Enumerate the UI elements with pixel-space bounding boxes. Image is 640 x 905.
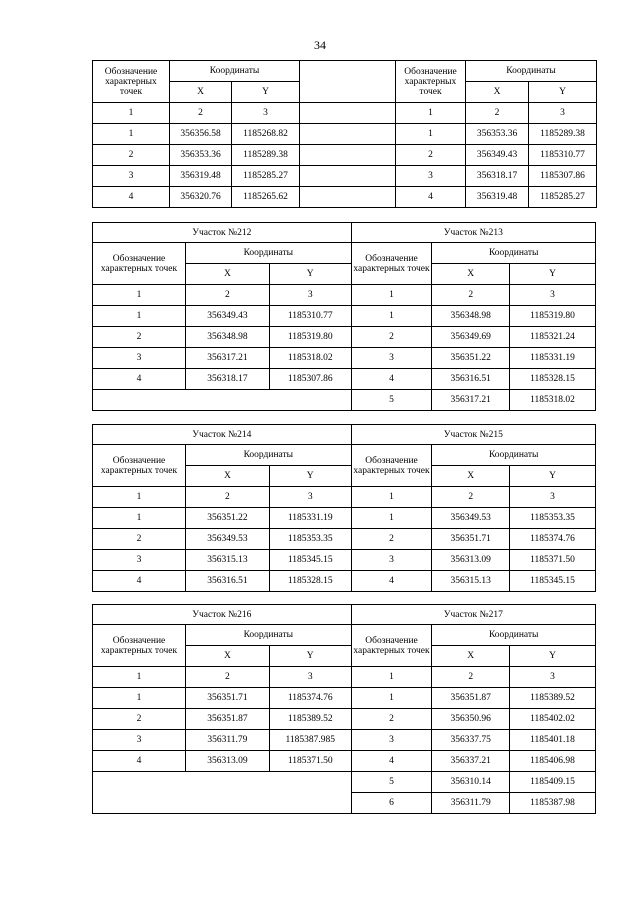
y-value: 1185406.98 [510, 751, 596, 772]
x-value: 356311.79 [186, 730, 270, 751]
point-number: 2 [93, 327, 186, 348]
point-number: 5 [351, 772, 432, 793]
x-value: 356351.71 [186, 688, 270, 709]
point-number: 1 [351, 508, 432, 529]
point-number: 1 [396, 124, 466, 145]
y-value: 1185307.86 [529, 166, 597, 187]
point-number: 1 [93, 306, 186, 327]
x-header: X [186, 646, 270, 667]
col-number: 2 [170, 103, 232, 124]
point-number: 4 [351, 369, 432, 390]
point-number: 1 [351, 306, 432, 327]
y-value: 1185374.76 [510, 529, 596, 550]
designation-header: Обозначение характерных точек [396, 61, 466, 103]
y-value: 1185331.19 [269, 508, 351, 529]
x-value: 356319.48 [466, 187, 529, 208]
table-row [93, 508, 596, 529]
point-number: 4 [93, 187, 170, 208]
y-value: 1185345.15 [510, 571, 596, 592]
x-value: 356316.51 [432, 369, 510, 390]
x-header: X [170, 82, 232, 103]
page-number: 34 [314, 38, 326, 52]
table-row [93, 124, 597, 145]
x-value: 356351.87 [186, 709, 270, 730]
y-header: Y [510, 466, 596, 487]
y-header: Y [269, 264, 351, 285]
col-number: 2 [432, 487, 510, 508]
col-number: 3 [510, 667, 596, 688]
coordinates-table-top [92, 60, 597, 208]
x-value: 356317.21 [186, 348, 270, 369]
blank-cell [93, 772, 352, 814]
table-row [93, 327, 596, 348]
point-number: 3 [93, 166, 170, 187]
table-row [93, 709, 596, 730]
designation-header: Обозначение характерных точек [351, 445, 432, 487]
x-value: 356311.79 [432, 793, 510, 814]
point-number: 4 [93, 751, 186, 772]
designation-header: Обозначение характерных точек [93, 243, 186, 285]
table-row [93, 571, 596, 592]
x-value: 356319.48 [170, 166, 232, 187]
x-header: X [186, 264, 270, 285]
x-value: 356351.87 [432, 688, 510, 709]
col-number: 1 [93, 103, 170, 124]
col-number: 1 [351, 667, 432, 688]
plot-title: Участок №214 [93, 425, 352, 445]
x-value: 356356.58 [170, 124, 232, 145]
table-row [93, 187, 597, 208]
point-number: 5 [351, 390, 432, 411]
x-value: 356349.43 [466, 145, 529, 166]
point-number: 2 [93, 529, 186, 550]
coordinates-table-214-215 [92, 424, 596, 592]
y-header: Y [529, 82, 597, 103]
y-value: 1185318.02 [510, 390, 596, 411]
coordinates-header: Координаты [432, 625, 596, 646]
table-row [93, 390, 596, 411]
x-value: 356351.71 [432, 529, 510, 550]
point-number: 1 [351, 688, 432, 709]
x-value: 356337.21 [432, 751, 510, 772]
x-header: X [432, 466, 510, 487]
y-value: 1185289.38 [232, 145, 300, 166]
coordinates-header: Координаты [466, 61, 597, 82]
col-number: 2 [466, 103, 529, 124]
point-number: 6 [351, 793, 432, 814]
table-row [93, 550, 596, 571]
point-number: 4 [93, 571, 186, 592]
y-value: 1185310.77 [269, 306, 351, 327]
coordinates-header: Координаты [432, 445, 596, 466]
col-number: 2 [432, 667, 510, 688]
y-value: 1185328.15 [510, 369, 596, 390]
y-value: 1185374.76 [269, 688, 351, 709]
y-value: 1185319.80 [269, 327, 351, 348]
blank-cell [300, 103, 396, 124]
y-value: 1185310.77 [529, 145, 597, 166]
col-number: 2 [186, 285, 270, 306]
coordinates-header: Координаты [186, 445, 352, 466]
table-row [93, 751, 596, 772]
designation-header: Обозначение характерных точек [93, 445, 186, 487]
col-number: 1 [351, 285, 432, 306]
blank-cell [93, 390, 352, 411]
y-value: 1185265.62 [232, 187, 300, 208]
y-value: 1185389.52 [269, 709, 351, 730]
point-number: 3 [93, 730, 186, 751]
y-value: 1185321.24 [510, 327, 596, 348]
y-value: 1185353.35 [510, 508, 596, 529]
table-row [93, 730, 596, 751]
y-value: 1185285.27 [232, 166, 300, 187]
col-number: 1 [396, 103, 466, 124]
col-number: 1 [93, 285, 186, 306]
x-header: X [186, 466, 270, 487]
x-value: 356313.09 [432, 550, 510, 571]
table-row [93, 145, 597, 166]
y-value: 1185285.27 [529, 187, 597, 208]
point-number: 2 [396, 145, 466, 166]
col-number: 3 [269, 487, 351, 508]
designation-header: Обозначение характерных точек [93, 61, 170, 103]
x-value: 356353.36 [170, 145, 232, 166]
point-number: 3 [396, 166, 466, 187]
x-value: 356349.53 [186, 529, 270, 550]
col-number: 3 [510, 487, 596, 508]
blank-cell [300, 187, 396, 208]
x-value: 356316.51 [186, 571, 270, 592]
y-header: Y [269, 466, 351, 487]
x-value: 356348.98 [432, 306, 510, 327]
point-number: 1 [93, 688, 186, 709]
y-value: 1185387.985 [269, 730, 351, 751]
designation-header: Обозначение характерных точек [351, 625, 432, 667]
x-header: X [432, 646, 510, 667]
x-value: 356348.98 [186, 327, 270, 348]
y-value: 1185389.52 [510, 688, 596, 709]
y-value: 1185409.15 [510, 772, 596, 793]
table-row [93, 688, 596, 709]
y-header: Y [510, 646, 596, 667]
point-number: 2 [93, 145, 170, 166]
y-value: 1185401.18 [510, 730, 596, 751]
y-value: 1185289.38 [529, 124, 597, 145]
plot-title: Участок №215 [351, 425, 595, 445]
plot-title: Участок №217 [351, 605, 595, 625]
col-number: 3 [529, 103, 597, 124]
y-value: 1185328.15 [269, 571, 351, 592]
y-header: Y [510, 264, 596, 285]
blank-cell [300, 166, 396, 187]
x-value: 356310.14 [432, 772, 510, 793]
x-value: 356313.09 [186, 751, 270, 772]
y-value: 1185268.82 [232, 124, 300, 145]
designation-header: Обозначение характерных точек [93, 625, 186, 667]
y-value: 1185345.15 [269, 550, 351, 571]
x-value: 356320.76 [170, 187, 232, 208]
point-number: 3 [93, 348, 186, 369]
x-value: 356351.22 [186, 508, 270, 529]
col-number: 1 [93, 667, 186, 688]
point-number: 2 [351, 529, 432, 550]
table-row [93, 772, 596, 793]
blank-cell [300, 124, 396, 145]
plot-title: Участок №216 [93, 605, 352, 625]
y-value: 1185319.80 [510, 306, 596, 327]
y-value: 1185307.86 [269, 369, 351, 390]
x-header: X [432, 264, 510, 285]
coordinates-table-212-213 [92, 222, 596, 411]
x-value: 356337.75 [432, 730, 510, 751]
coordinates-header: Координаты [186, 243, 352, 264]
x-value: 356349.69 [432, 327, 510, 348]
x-value: 356318.17 [466, 166, 529, 187]
x-value: 356349.53 [432, 508, 510, 529]
col-number: 2 [186, 667, 270, 688]
coordinates-header: Координаты [170, 61, 300, 82]
table-row [93, 529, 596, 550]
col-number: 2 [432, 285, 510, 306]
table-row [93, 369, 596, 390]
table-row [93, 306, 596, 327]
plot-title: Участок №212 [93, 223, 352, 243]
point-number: 4 [351, 751, 432, 772]
point-number: 3 [93, 550, 186, 571]
x-value: 356351.22 [432, 348, 510, 369]
x-value: 356315.13 [432, 571, 510, 592]
point-number: 3 [351, 348, 432, 369]
y-header: Y [269, 646, 351, 667]
coordinates-header: Координаты [186, 625, 352, 646]
point-number: 1 [93, 508, 186, 529]
x-value: 356317.21 [432, 390, 510, 411]
x-value: 356315.13 [186, 550, 270, 571]
x-value: 356353.36 [466, 124, 529, 145]
y-value: 1185353.35 [269, 529, 351, 550]
point-number: 3 [351, 730, 432, 751]
x-header: X [466, 82, 529, 103]
blank-cell [300, 145, 396, 166]
point-number: 1 [93, 124, 170, 145]
x-value: 356318.17 [186, 369, 270, 390]
point-number: 4 [93, 369, 186, 390]
y-value: 1185402.02 [510, 709, 596, 730]
table-row [93, 348, 596, 369]
col-number: 3 [269, 667, 351, 688]
coordinates-header: Координаты [432, 243, 596, 264]
point-number: 2 [351, 327, 432, 348]
col-number: 1 [351, 487, 432, 508]
col-number: 3 [232, 103, 300, 124]
point-number: 3 [351, 550, 432, 571]
col-number: 3 [510, 285, 596, 306]
coordinates-table-216-217 [92, 604, 596, 814]
y-value: 1185318.02 [269, 348, 351, 369]
y-value: 1185371.50 [269, 751, 351, 772]
col-number: 1 [93, 487, 186, 508]
col-number: 3 [269, 285, 351, 306]
blank-cell [300, 61, 396, 103]
plot-title: Участок №213 [351, 223, 595, 243]
point-number: 2 [351, 709, 432, 730]
x-value: 356350.96 [432, 709, 510, 730]
point-number: 2 [93, 709, 186, 730]
y-value: 1185387.98 [510, 793, 596, 814]
y-value: 1185371.50 [510, 550, 596, 571]
y-header: Y [232, 82, 300, 103]
x-value: 356349.43 [186, 306, 270, 327]
point-number: 4 [351, 571, 432, 592]
y-value: 1185331.19 [510, 348, 596, 369]
point-number: 4 [396, 187, 466, 208]
designation-header: Обозначение характерных точек [351, 243, 432, 285]
col-number: 2 [186, 487, 270, 508]
table-row [93, 166, 597, 187]
